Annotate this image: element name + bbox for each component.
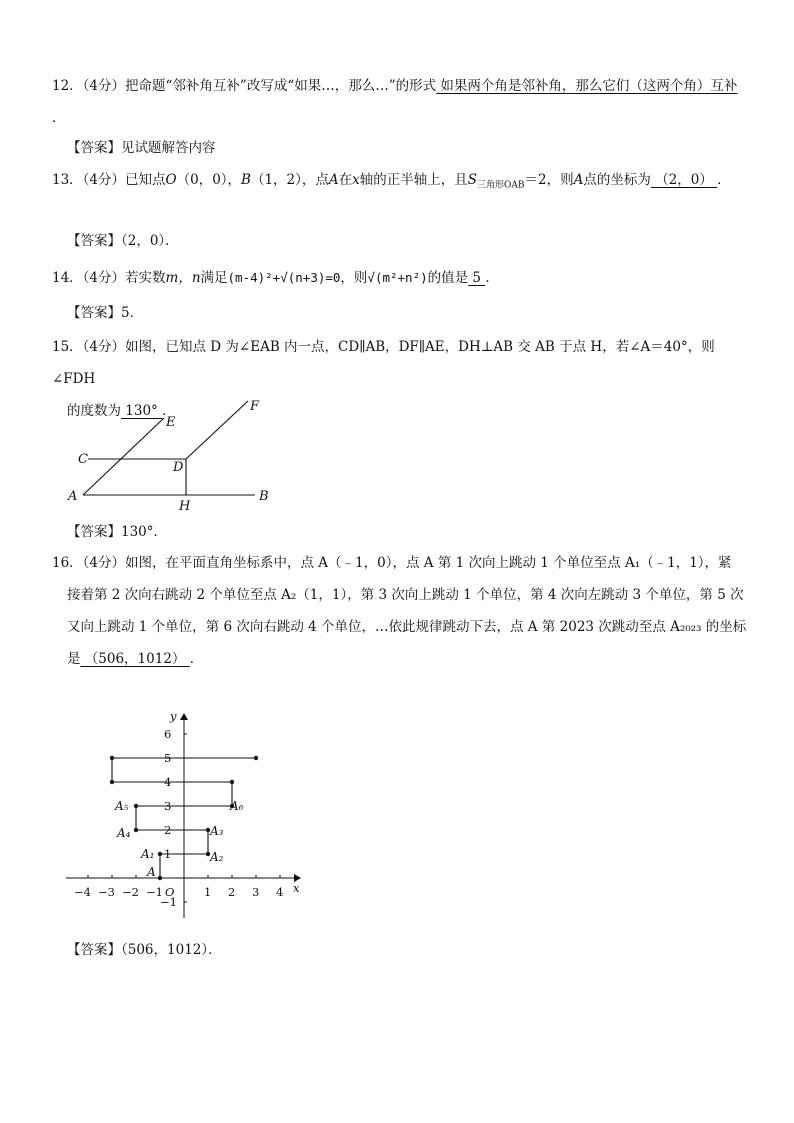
q15-line1: 15．（4分）如图，已知点 D 为∠EAB 内一点，CD∥AB，DF∥AE，DH⊥AB 交 AB 于点 H，若∠A＝40°，则∠FDH bbox=[52, 339, 715, 387]
label-h: H bbox=[179, 499, 191, 514]
x-tick-label: −2 bbox=[122, 885, 139, 899]
label-a4: A₄ bbox=[117, 826, 131, 840]
jump-point bbox=[158, 852, 162, 856]
q13-area-s: S bbox=[467, 172, 478, 188]
label-a: A bbox=[147, 865, 156, 879]
y-tick-label: 2 bbox=[164, 823, 172, 837]
q14-end: ． bbox=[485, 270, 499, 286]
question-13-answer-blank: （2，0） bbox=[650, 172, 718, 188]
q13-end: ． bbox=[717, 172, 731, 188]
jump-point bbox=[110, 756, 114, 760]
question-13-answer: 【答案】（2，0）． bbox=[67, 233, 179, 249]
q14-mid: 满足 bbox=[200, 270, 228, 286]
q13-pre: 13．（4分）已知点 bbox=[52, 172, 166, 188]
q13-o-coord: （0，0）， bbox=[176, 172, 242, 188]
q14-pre: 14．（4分）若实数 bbox=[52, 270, 166, 286]
label-d: D bbox=[173, 460, 184, 475]
x-tick-label: −4 bbox=[74, 885, 91, 899]
q13-b-coord: （1，2），点 bbox=[250, 172, 329, 188]
label-e: E bbox=[166, 415, 176, 430]
x-tick-label: 1 bbox=[204, 885, 212, 899]
question-16-answer: 【答案】（506，1012）． bbox=[67, 942, 222, 958]
q16-line2: 接着第 2 次向右跳动 2 个单位至点 A₂（1，1），第 3 次向上跳动 1 个单位，第 4 次向左跳动 3 个单位，第 5 次 bbox=[67, 587, 744, 603]
q13-mid2: 轴的正半轴上，且 bbox=[359, 172, 468, 188]
q13-point-b: B bbox=[241, 172, 251, 188]
line-df bbox=[186, 401, 248, 459]
x-tick-label: 4 bbox=[276, 885, 284, 899]
q13-tail: 点的坐标为 bbox=[583, 172, 651, 188]
label-a5: A₅ bbox=[115, 799, 129, 813]
label-c: C bbox=[78, 452, 88, 467]
y-tick-label: 6 bbox=[164, 727, 172, 741]
q13-point-a: A bbox=[328, 172, 339, 188]
q16-end: ． bbox=[189, 651, 204, 667]
origin-label: O bbox=[165, 885, 175, 899]
question-12 bbox=[52, 70, 752, 134]
q16-coordinate-figure bbox=[60, 700, 310, 925]
q15-end: ． bbox=[162, 403, 176, 419]
question-12-stem: 12．（4分）把命题“邻补角互补”改写成“如果…，那么…”的形式 bbox=[52, 78, 437, 94]
x-tick-label: −3 bbox=[98, 885, 115, 899]
q15-geometry-figure bbox=[62, 392, 282, 516]
x-tick-label: 3 bbox=[252, 885, 260, 899]
q14-tail: 的值是 bbox=[427, 270, 469, 286]
q15-line2-pre: 的度数为 bbox=[67, 403, 121, 419]
label-a3: A₃ bbox=[210, 824, 224, 838]
x-tick-label: −1 bbox=[146, 885, 163, 899]
q16-line4-pre: 是 bbox=[67, 651, 81, 667]
question-12-answer: 【答案】见试题解答内容 bbox=[67, 140, 216, 156]
question-14-answer-blank: 5 bbox=[468, 270, 486, 286]
y-tick-label: 3 bbox=[164, 799, 172, 813]
question-12-answer-blank: 如果两个角是邻补角，那么它们（这两个角）互补 bbox=[436, 78, 738, 94]
q16-line4 bbox=[52, 643, 752, 675]
jump-point bbox=[158, 876, 162, 880]
jump-point bbox=[110, 780, 114, 784]
y-tick-label: 1 bbox=[164, 847, 172, 861]
q13-point-o: O bbox=[165, 172, 177, 188]
label-a1: A₁ bbox=[141, 847, 155, 861]
y-tick-label: −1 bbox=[160, 895, 177, 909]
jump-point bbox=[254, 756, 258, 760]
q14-mid2: ，则 bbox=[340, 270, 368, 286]
question-15-answer-blank: 130° bbox=[121, 403, 163, 419]
q13-eq: ＝2，则 bbox=[524, 172, 574, 188]
y-tick-label: 5 bbox=[164, 751, 172, 765]
jump-point bbox=[134, 828, 138, 832]
jump-point bbox=[230, 780, 234, 784]
x-axis-label: x bbox=[293, 881, 300, 895]
question-14-answer: 【答案】5． bbox=[67, 305, 144, 321]
q14-formula2: √(m²+n²) bbox=[367, 270, 428, 285]
q16-line3: 又向上跳动 1 个单位，第 6 次向右跳动 4 个单位，…依此规律跳动下去，点 A 第 2023 次跳动至点 A₂₀₂₃ 的坐标 bbox=[67, 619, 747, 635]
question-16-answer-blank: （506，1012） bbox=[80, 651, 190, 667]
x-tick-label: 2 bbox=[228, 885, 236, 899]
label-f: F bbox=[250, 399, 260, 414]
label-a6: A₆ bbox=[230, 799, 244, 813]
label-a: A bbox=[68, 489, 78, 504]
q14-formula: (m-4)²+√(n+3)=0 bbox=[227, 270, 341, 285]
q13-x: x bbox=[352, 172, 360, 188]
label-b: B bbox=[259, 489, 269, 504]
q13-area-sub: 三角形OAB bbox=[477, 180, 525, 191]
question-14 bbox=[52, 262, 752, 294]
line-ae bbox=[83, 418, 164, 495]
question-12-end: ． bbox=[52, 110, 66, 126]
q14-vars: m，n bbox=[165, 270, 201, 286]
q13-point-a2: A bbox=[573, 172, 584, 188]
q16-line1: 16．（4分）如图，在平面直角坐标系中，点 A（﹣1，0），点 A 第 1 次向上跳动 1 个单位至点 A₁（﹣1，1），紧 bbox=[52, 555, 732, 571]
question-16 bbox=[52, 547, 752, 675]
jump-point bbox=[134, 804, 138, 808]
q13-mid: 在 bbox=[338, 172, 353, 188]
label-a2: A₂ bbox=[210, 850, 224, 864]
y-axis-label: y bbox=[170, 709, 177, 723]
question-15-answer: 【答案】130°． bbox=[67, 524, 168, 540]
y-tick-label: 4 bbox=[164, 775, 172, 789]
question-13 bbox=[52, 164, 752, 202]
